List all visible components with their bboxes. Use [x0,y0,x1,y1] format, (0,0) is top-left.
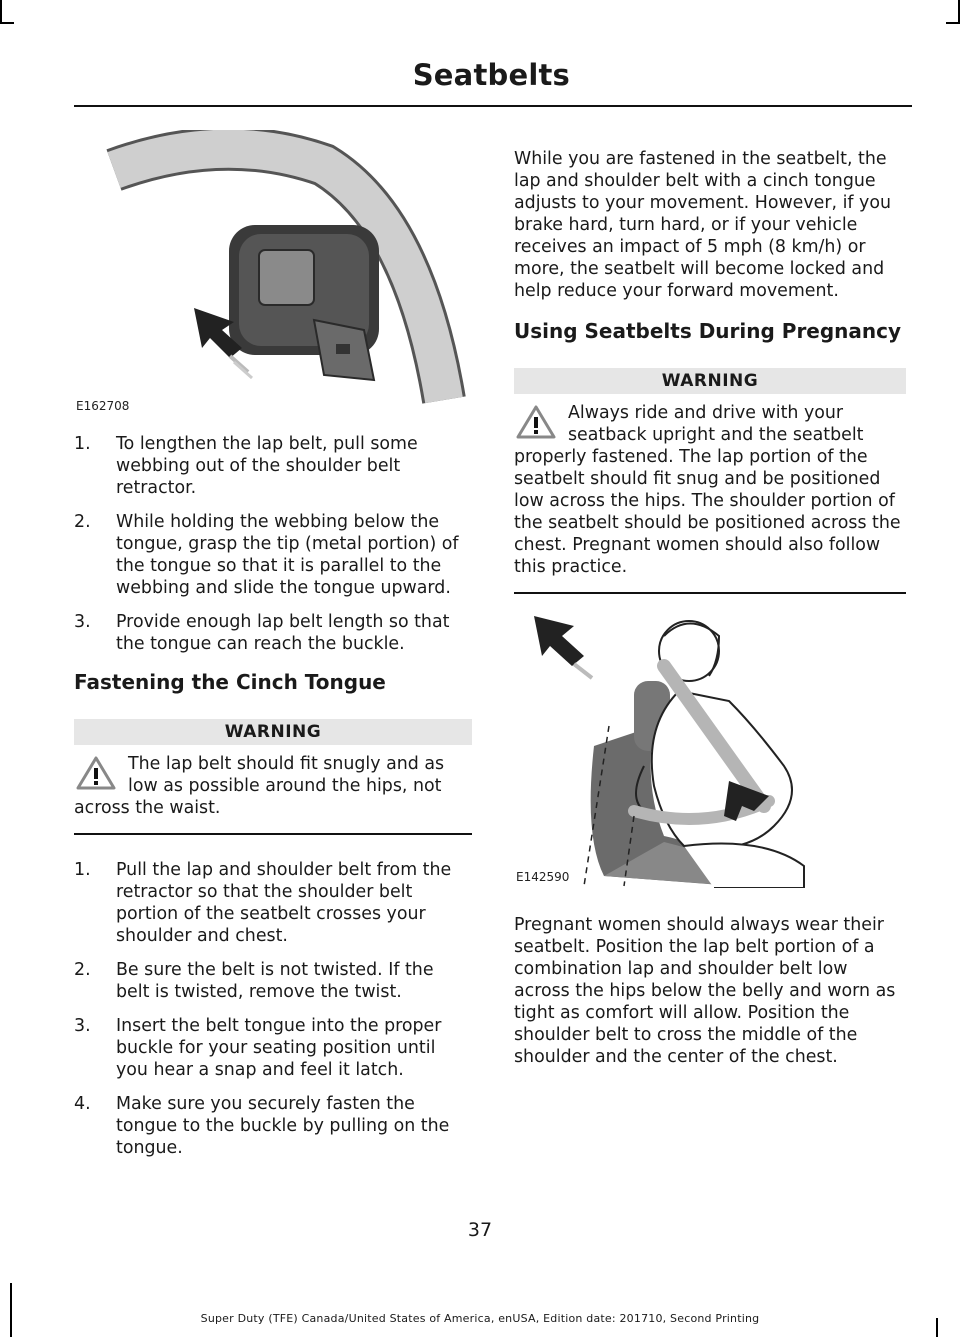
figure-code: E142590 [516,870,570,884]
section-heading: Using Seatbelts During Pregnancy [514,319,902,343]
warning-triangle-icon [76,755,116,791]
list-item: 3. Provide enough lap belt length so that the tongue can reach the buckle. [74,612,450,654]
pregnancy-seatbelt-figure [514,606,906,888]
warning-label: WARNING [74,719,472,745]
page-title: Seatbelts [412,58,570,92]
warning-box [74,719,472,835]
crop-mark [0,22,14,24]
warning-text: The lap belt should fit snugly and as low as possible around the hips, not across the waist. [74,754,445,818]
warning-box [514,368,906,594]
pregnancy-paragraph: Pregnant women should always wear their seatbelt. Position the lap belt portion of a combination lap and shoulder belt low across the hips below the belly and worn as tight as comfort will allow. Position the shoulder belt to cross the middle of the shoulder and the center of the chest. [514,915,896,1067]
figure-code: E162708 [76,399,130,413]
crop-mark [946,22,960,24]
page-number: 37 [467,1219,493,1241]
list-item: 1. To lengthen the lap belt, pull some webbing out of the shoulder belt retractor. [74,434,418,498]
left-column [74,130,472,1171]
list-item: 1. Pull the lap and shoulder belt from the retractor so that the shoulder belt portion of the seatbelt crosses your shoulder and chest. [74,860,452,946]
list-item: 2. While holding the webbing below the tongue, grasp the tip (metal portion) of the tongue so that it is parallel to the webbing and slide the tongue upward. [74,512,459,598]
right-column [514,148,906,1068]
crop-mark [0,0,2,22]
lengthen-steps [74,433,472,655]
warning-text: Always ride and drive with your seatback upright and the seatbelt properly fastened. The lap portion of the seatbelt should fit snug and be positioned low across the hips. The shoulder portion of the seatbelt should be positioned across the chest. Pregnant women should also follow this practice. [514,403,901,577]
cinch-tongue-figure [74,130,472,417]
list-item: 3. Insert the belt tongue into the proper buckle for your seating position until you hear a snap and feel it latch. [74,1016,442,1080]
header-rule [74,105,912,107]
footer-text: Super Duty (TFE) Canada/United States of America, enUSA, Edition date: 201710, Second Printing [200,1312,760,1325]
section-heading: Fastening the Cinch Tongue [74,670,386,694]
list-item: 4. Make sure you securely fasten the tongue to the buckle by pulling on the tongue. [74,1094,450,1158]
warning-triangle-icon [516,404,556,440]
fastening-steps [74,859,472,1159]
pregnant-woman-illustration [514,606,906,888]
list-item: 2. Be sure the belt is not twisted. If the belt is twisted, remove the twist. [74,960,434,1002]
warning-label: WARNING [514,368,906,394]
cinch-tongue-illustration [74,130,472,417]
intro-paragraph: While you are fastened in the seatbelt, the lap and shoulder belt with a cinch tongue adjusts to your movement. However, if you brake hard, turn hard, or if your vehicle receives an impact of 5 mph (8 km/h) or more, the seatbelt will become locked and help reduce your forward movement. [514,149,892,301]
crop-mark [10,1283,12,1337]
